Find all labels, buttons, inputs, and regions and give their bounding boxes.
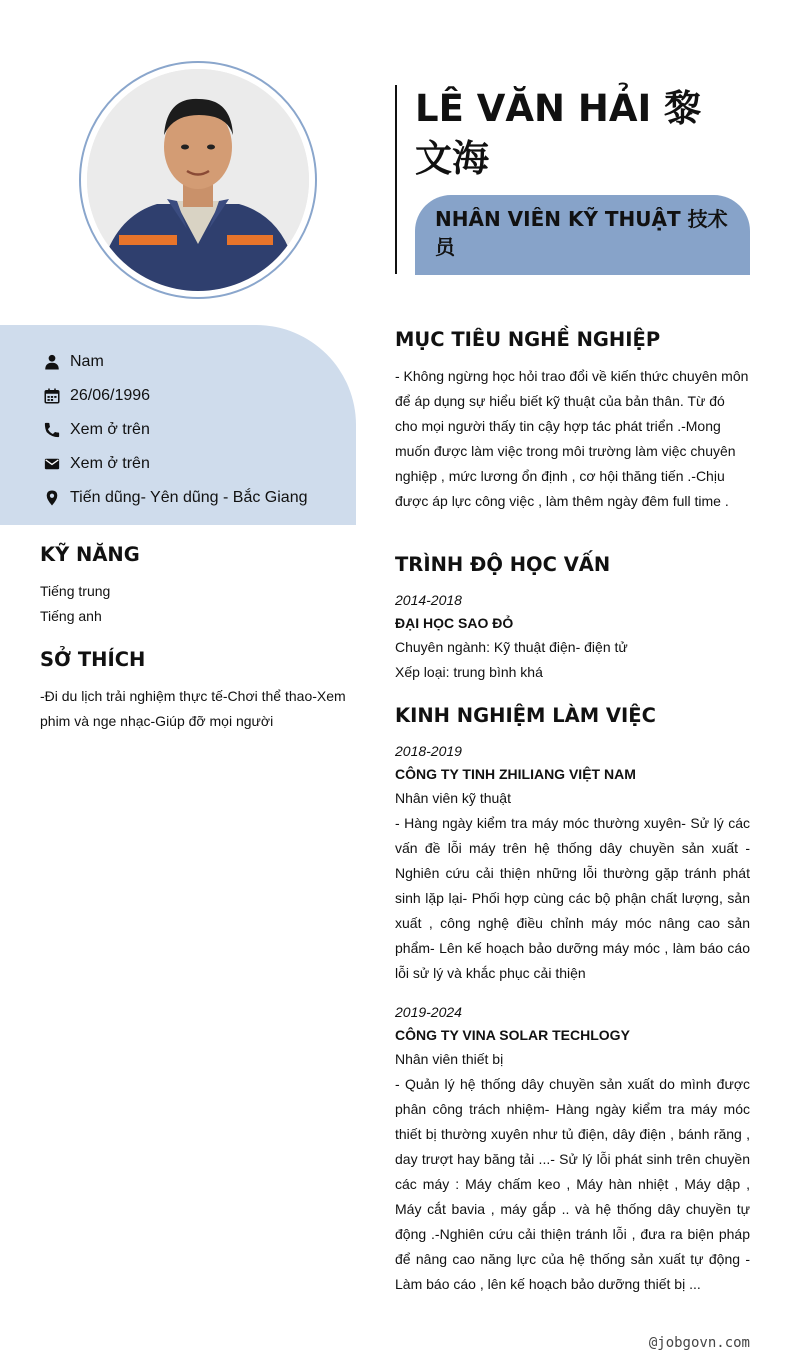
candidate-name: LÊ VĂN HẢI 黎文海 <box>415 87 702 180</box>
education-entry <box>395 589 750 685</box>
mail-icon <box>42 454 62 474</box>
contact-gender-text: Nam <box>70 353 104 370</box>
person-icon <box>42 352 62 372</box>
experience-role: Nhân viên kỹ thuật <box>395 790 511 806</box>
location-pin-icon <box>42 488 62 508</box>
hobbies-text: -Đi du lịch trải nghiệm thực tế-Chơi thể thao-Xem phim và nge nhạc-Giúp đỡ mọi người <box>40 688 346 729</box>
contact-panel <box>0 325 356 525</box>
skill-item: Tiếng anh <box>40 608 102 624</box>
contact-phone-text: Xem ở trên <box>70 421 150 438</box>
skills-heading: KỸ NĂNG <box>40 543 140 566</box>
contact-email <box>42 447 356 481</box>
experience-role: Nhân viên thiết bị <box>395 1051 504 1067</box>
contact-gender <box>42 345 356 379</box>
education-rank: Xếp loại: trung bình khá <box>395 664 543 680</box>
phone-icon <box>42 420 62 440</box>
education-school: ĐẠI HỌC SAO ĐỎ <box>395 615 514 631</box>
calendar-icon <box>42 386 62 406</box>
skills-list <box>40 579 350 629</box>
experience-description: - Quản lý hệ thống dây chuyền sản xuất do mình được phân công trách nhiệm- Hàng ngày kiểm tra máy móc thiết bị thường xuyên như tủ điện, dây điện , bánh răng , day trượt hay băng tải ...- Sử lý lỗi phát sinh trên chuyền các máy : Máy chấm keo , Máy hàn nhiệt , Máy dập , Máy cắt bavia , máy gắp .. và hệ thống dây chuyền tự động .-Nghiên cứu cải thiện tránh lỗi , đưa ra biện pháp để nâng cao năng lực của hệ thống sản xuất tự động - Làm báo cáo , lên kế hoạch bảo dưỡng thiết bị ... <box>395 1076 750 1292</box>
contact-address <box>42 481 356 515</box>
contact-address-text: Tiến dũng- Yên dũng - Bắc Giang <box>70 489 308 506</box>
portrait-image <box>87 69 309 291</box>
experience-heading: KINH NGHIỆM LÀM VIỆC <box>395 704 656 727</box>
experience-entry <box>395 740 750 986</box>
contact-birthdate-text: 26/06/1996 <box>70 387 151 404</box>
experience-company: CÔNG TY VINA SOLAR TECHLOGY <box>395 1027 630 1043</box>
contact-phone <box>42 413 356 447</box>
experience-entry <box>395 1001 750 1297</box>
experience-company: CÔNG TY TINH ZHILIANG VIỆT NAM <box>395 766 636 782</box>
hobbies-heading: SỞ THÍCH <box>40 648 146 671</box>
skill-item: Tiếng trung <box>40 583 111 599</box>
experience-description: - Hàng ngày kiểm tra máy móc thường xuyên- Sử lý các vấn đề lỗi máy trên hệ thống dây chuyền sản xuất - Nghiên cứu cải thiện những lỗi thường gặp tránh phát sinh lặp lại- Phối hợp cùng các bộ phận chất lượng, sản xuất , công nghệ điều chỉnh máy móc nâng cao sản phẩm- Lên kế hoạch bảo dưỡng máy móc , làm báo cáo lỗi sử lý và khắc phục cải thiện <box>395 815 750 981</box>
objective-heading: MỤC TIÊU NGHỀ NGHIỆP <box>395 328 661 351</box>
education-heading: TRÌNH ĐỘ HỌC VẤN <box>395 553 611 576</box>
education-date: 2014-2018 <box>395 592 462 608</box>
job-title-box <box>415 195 750 275</box>
contact-email-text: Xem ở trên <box>70 455 150 472</box>
footer-watermark: @jobgovn.com <box>648 1335 750 1351</box>
profile-photo <box>87 69 309 291</box>
experience-date: 2018-2019 <box>395 743 462 759</box>
name-accent-bar <box>395 85 397 274</box>
job-title: NHÂN VIÊN KỸ THUẬT 技术员 <box>435 207 728 259</box>
objective-text: - Không ngừng học hỏi trao đổi về kiến thức chuyên môn để áp dụng sự hiểu biết kỹ thuật của bản thân. Từ đó cho mọi người thấy tin cậy hợp tác phát triển .-Mong muốn được làm việc trong môi trường làm việc chuyên nghiệp , mức lương ổn định , cơ hội thăng tiến .-Chịu được áp lực công việc , làm thêm ngày đêm full time . <box>395 368 749 509</box>
contact-birthdate <box>42 379 356 413</box>
education-major: Chuyên ngành: Kỹ thuật điện- điện tử <box>395 639 628 655</box>
experience-date: 2019-2024 <box>395 1004 462 1020</box>
